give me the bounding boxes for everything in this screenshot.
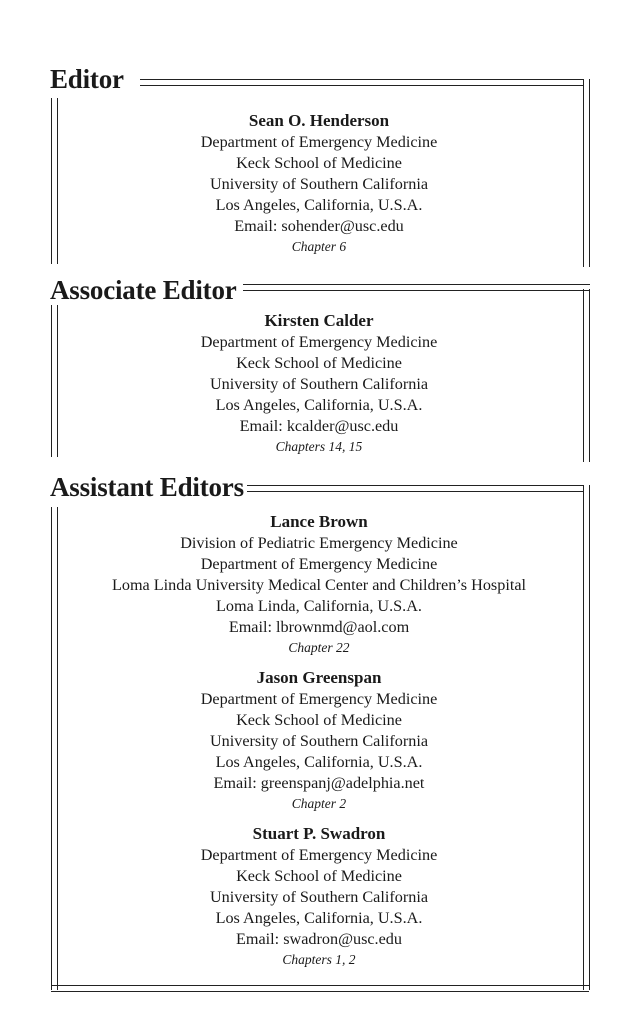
contributor-name: Jason Greenspan [256,668,382,687]
section-title-associate-editor: Associate Editor [50,277,243,304]
chapter-reference: Chapter 22 [288,640,350,655]
affiliation-line: Los Angeles, California, U.S.A. [215,753,423,771]
chapter-reference: Chapters 1, 2 [282,952,356,967]
associate-editor-right-rule [583,289,590,462]
affiliation-line: Department of Emergency Medicine [200,846,438,864]
editor-left-rule [51,98,58,264]
email-line: Email: lbrownmd@aol.com [228,618,410,636]
associate-editor-top-rule [243,284,590,291]
section-title-editor: Editor [50,66,130,93]
assistant-editors-bottom-rule [51,985,589,992]
contributor-calder [60,309,578,457]
editor-top-rule [140,79,583,86]
affiliation-line: Los Angeles, California, U.S.A. [215,909,423,927]
affiliation-line: Loma Linda University Medical Center and Children’s Hospital [111,576,527,594]
affiliation-line: Keck School of Medicine [236,867,402,885]
affiliation-line: University of Southern California [209,375,429,393]
contributor-greenspan [60,666,578,814]
section-title-assistant-editors: Assistant Editors [50,474,250,501]
chapter-reference: Chapters 14, 15 [275,439,363,454]
affiliation-line: Division of Pediatric Emergency Medicine [180,534,458,552]
contributor-name: Lance Brown [270,512,368,531]
contributor-name: Kirsten Calder [264,311,374,330]
affiliation-line: Keck School of Medicine [236,354,402,372]
affiliation-line: University of Southern California [209,888,429,906]
contributor-brown [60,510,578,658]
affiliation-line: Keck School of Medicine [236,711,402,729]
editor-right-rule [583,79,590,267]
contributor-name: Sean O. Henderson [248,111,390,130]
contributor-swadron [60,822,578,970]
contributor-name: Stuart P. Swadron [252,824,386,843]
email-line: Email: kcalder@usc.edu [239,417,399,435]
affiliation-line: Department of Emergency Medicine [200,555,438,573]
contributor-henderson [60,109,578,257]
assistant-editors-left-rule [51,507,58,990]
email-line: Email: swadron@usc.edu [236,930,402,948]
assistant-editors-top-rule [247,485,583,492]
affiliation-line: Loma Linda, California, U.S.A. [216,597,422,615]
affiliation-line: Department of Emergency Medicine [200,133,438,151]
affiliation-line: University of Southern California [209,732,429,750]
chapter-reference: Chapter 2 [291,796,347,811]
affiliation-line: Los Angeles, California, U.S.A. [215,396,423,414]
affiliation-line: Los Angeles, California, U.S.A. [215,196,423,214]
assistant-editors-right-rule [583,485,590,990]
affiliation-line: Department of Emergency Medicine [200,690,438,708]
affiliation-line: Keck School of Medicine [236,154,402,172]
email-line: Email: greenspanj@adelphia.net [213,774,425,792]
associate-editor-left-rule [51,305,58,457]
email-line: Email: sohender@usc.edu [234,217,404,235]
affiliation-line: University of Southern California [209,175,429,193]
affiliation-line: Department of Emergency Medicine [200,333,438,351]
chapter-reference: Chapter 6 [291,239,347,254]
